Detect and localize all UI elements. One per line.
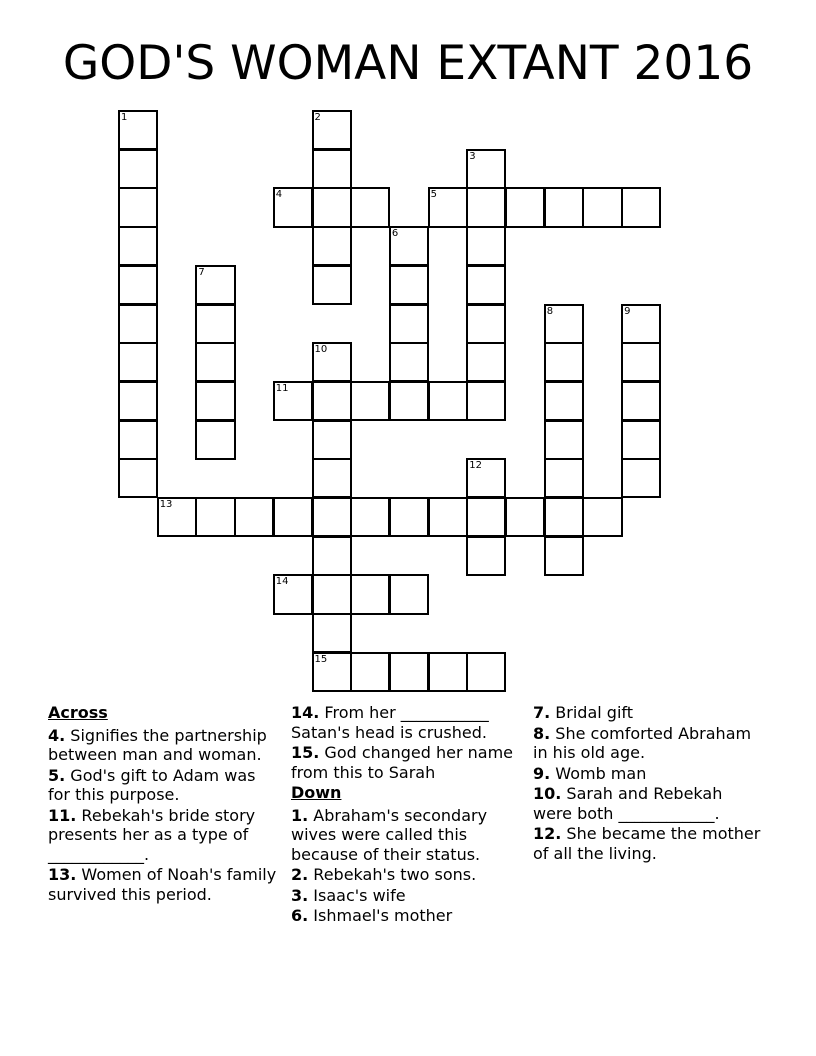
clue-item-text: Isaac's wife [308,885,406,905]
grid-cell[interactable] [350,187,390,227]
grid-cell[interactable] [118,342,158,382]
grid-cell[interactable] [621,420,661,460]
grid-cell[interactable] [389,574,429,614]
clue-item [291,886,523,906]
clue-item [291,865,523,885]
clue-item-number: 8. [533,723,551,743]
grid-cell[interactable] [505,187,545,227]
clue-number: 7 [198,266,205,278]
grid-cell[interactable] [273,381,313,421]
grid-cell[interactable] [118,149,158,189]
clue-item-number: 13. [48,865,77,884]
clue-item-number: 1. [291,805,309,825]
grid-cell[interactable] [428,497,468,537]
grid-cell[interactable] [466,226,506,266]
grid-cell[interactable] [118,110,158,150]
grid-cell[interactable] [195,265,235,305]
grid-cell[interactable] [621,187,661,227]
clue-column-3 [533,703,765,864]
clue-item-number: 4. [48,725,66,745]
clue-item-number: 15. [291,743,320,762]
grid-cell[interactable] [544,536,584,576]
clue-item-number: 5. [48,765,66,785]
grid-cell[interactable] [505,497,545,537]
grid-cell[interactable] [466,149,506,189]
down-heading: Down [291,783,342,802]
clue-number: 10 [314,344,328,356]
grid-cell[interactable] [544,187,584,227]
clue-number: 3 [469,150,476,162]
grid-cell[interactable] [544,304,584,344]
grid-cell[interactable] [389,304,429,344]
grid-cell[interactable] [312,381,352,421]
grid-cell[interactable] [544,381,584,421]
clue-item-number: 12. [533,824,562,843]
clue-item-text: God's gift to Adam was for this purpose. [48,765,256,804]
clue-item-number: 6. [291,906,309,925]
clue-item-text: God changed her name from this to Sarah [291,743,514,782]
grid-cell[interactable] [582,187,622,227]
grid-cell[interactable] [312,536,352,576]
grid-cell[interactable] [544,342,584,382]
clue-number: 12 [469,460,483,472]
grid-cell[interactable] [466,265,506,305]
clue-item [533,784,765,823]
grid-cell[interactable] [118,304,158,344]
grid-cell[interactable] [466,381,506,421]
grid-cell[interactable] [350,574,390,614]
grid-cell[interactable] [312,574,352,614]
grid-cell[interactable] [350,497,390,537]
grid-cell[interactable] [312,613,352,653]
clue-item [48,865,280,904]
grid-cell[interactable] [118,381,158,421]
grid-cell[interactable] [389,226,429,266]
grid-cell[interactable] [428,381,468,421]
grid-cell[interactable] [466,304,506,344]
clue-item [291,743,523,782]
clue-item-text: She became the mother of all the living. [533,824,761,863]
grid-cell[interactable] [582,497,622,537]
grid-cell[interactable] [195,304,235,344]
grid-cell[interactable] [312,265,352,305]
grid-cell[interactable] [312,420,352,460]
clue-item-text: Ishmael's mother [308,906,453,925]
grid-cell[interactable] [195,497,235,537]
grid-cell[interactable] [466,536,506,576]
grid-cell[interactable] [273,187,313,227]
grid-cell[interactable] [118,420,158,460]
grid-cell[interactable] [195,342,235,382]
clue-item-number: 3. [291,885,309,905]
grid-cell[interactable] [312,187,352,227]
clue-number: 4 [275,189,283,201]
grid-cell[interactable] [389,265,429,305]
grid-cell[interactable] [466,187,506,227]
grid-cell[interactable] [312,497,352,537]
grid-cell[interactable] [621,304,661,344]
grid-cell[interactable] [466,458,506,498]
clue-item [533,764,765,784]
clue-number: 6 [391,228,399,240]
clue-item-number: 9. [533,763,551,783]
grid-cell[interactable] [118,226,158,266]
clue-item-number: 11. [48,805,77,825]
clue-number: 9 [624,305,631,317]
clue-item [291,906,523,926]
grid-cell[interactable] [312,342,352,382]
grid-cell[interactable] [350,652,390,692]
grid-cell[interactable] [118,265,158,305]
puzzle-title: GOD'S WOMAN EXTANT 2016 [62,36,754,91]
grid-cell[interactable] [195,420,235,460]
clue-item-text: Bridal gift [550,703,634,722]
clue-number: 15 [314,653,328,665]
grid-cell[interactable] [312,652,352,692]
clue-item-text: Signifies the partnership between man and woman. [48,725,267,764]
grid-cell[interactable] [466,652,506,692]
clue-number: 2 [314,112,321,123]
clue-item-text: Abraham's secondary wives were called this because of their status. [291,805,488,864]
grid-cell[interactable] [466,342,506,382]
clue-column-1 [48,703,280,905]
clue-item-number: 14. [291,703,320,722]
grid-cell[interactable] [621,381,661,421]
grid-cell[interactable] [466,497,506,537]
clue-item [48,766,280,805]
clue-item [48,726,280,765]
grid-cell[interactable] [312,110,352,150]
grid-cell[interactable] [273,497,313,537]
across-heading: Across [48,703,108,722]
grid-cell[interactable] [428,187,468,227]
clue-number: 8 [546,305,554,317]
grid-cell[interactable] [234,497,274,537]
grid-cell[interactable] [312,458,352,498]
clue-column-2 [291,703,523,927]
clue-number: 13 [159,499,173,510]
clue-item [291,703,523,742]
grid-cell[interactable] [118,187,158,227]
grid-cell[interactable] [389,652,429,692]
grid-cell[interactable] [389,497,429,537]
clue-number: 1 [121,112,128,123]
clue-item [291,806,523,865]
grid-cell[interactable] [621,342,661,382]
clue-number: 14 [275,576,289,588]
grid-cell[interactable] [389,342,429,382]
clue-item-text: Women of Noah's family survived this period. [48,865,277,904]
clue-item-text: Sarah and Rebekah were both ____________. [533,784,723,823]
grid-cell[interactable] [273,574,313,614]
clue-item [533,724,765,763]
clue-item-number: 7. [533,703,551,722]
clue-item [48,806,280,865]
clue-number: 5 [430,189,437,201]
grid-cell[interactable] [350,381,390,421]
grid-cell[interactable] [312,226,352,266]
grid-cell[interactable] [312,149,352,189]
clue-item-text: Rebekah's two sons. [308,865,477,884]
clue-item-text: She comforted Abraham in his old age. [533,723,752,762]
clue-item [533,824,765,863]
grid-cell[interactable] [621,458,661,498]
clue-item-number: 2. [291,865,309,884]
grid-cell[interactable] [544,420,584,460]
clue-item-text: Rebekah's bride story presents her as a type of ____________. [48,805,256,864]
grid-cell[interactable] [428,652,468,692]
clue-item [533,703,765,723]
grid-cell[interactable] [118,458,158,498]
clue-item-text: From her ___________ Satan's head is crushed. [291,703,489,742]
clue-item-number: 10. [533,784,562,803]
clue-item-text: Womb man [550,763,647,783]
grid-cell[interactable] [544,497,584,537]
grid-cell[interactable] [544,458,584,498]
grid-cell[interactable] [389,381,429,421]
grid-cell[interactable] [195,381,235,421]
clue-number: 11 [275,382,289,394]
grid-cell[interactable] [157,497,197,537]
